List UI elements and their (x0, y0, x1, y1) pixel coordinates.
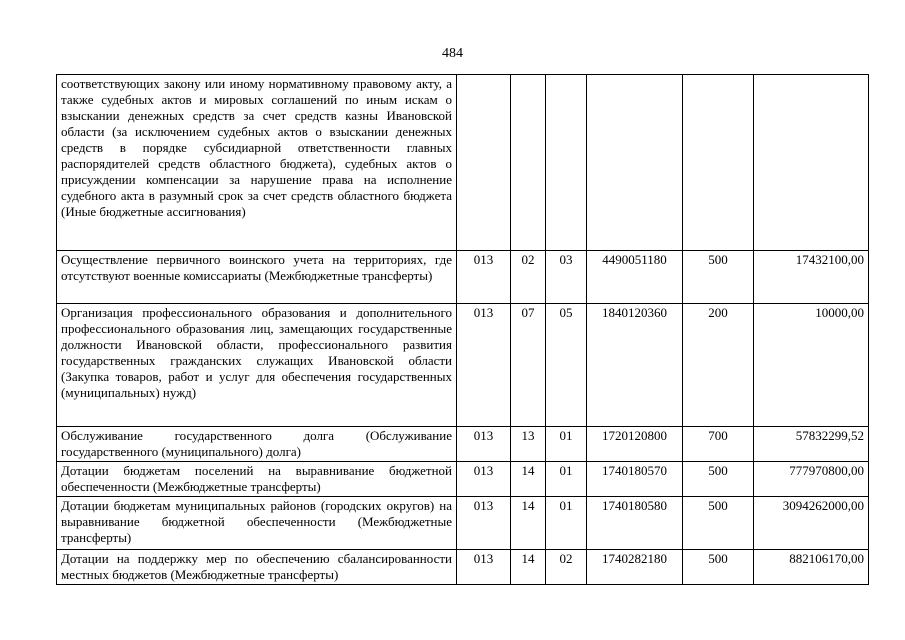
row-target-code: 1740282180 (587, 550, 683, 585)
row-ministry-code: 013 (457, 462, 511, 497)
table-row (57, 462, 869, 497)
row-description: Организация профессионального образования и дополнительного профессионального образования лиц, замещающих государственные должности Ивановской области, профессионального развития государственных гражданских служащих Ивановской области (Закупка товаров, работ и услуг для обеспечения государственных (муниципальных) нужд) (57, 304, 457, 427)
row-amount: 57832299,52 (754, 427, 869, 462)
row-section-code (511, 75, 546, 251)
row-amount: 3094262000,00 (754, 497, 869, 550)
row-description: Дотации бюджетам муниципальных районов (городских округов) на выравнивание бюджетной обеспеченности (Межбюджетные трансферты) (57, 497, 457, 550)
row-subsection-code (546, 75, 587, 251)
row-description: Дотации на поддержку мер по обеспечению сбалансированности местных бюджетов (Межбюджетные трансферты) (57, 550, 457, 585)
row-amount: 882106170,00 (754, 550, 869, 585)
row-target-code: 1720120800 (587, 427, 683, 462)
row-ministry-code: 013 (457, 251, 511, 304)
row-subsection-code: 02 (546, 550, 587, 585)
row-section-code: 14 (511, 550, 546, 585)
row-section-code: 13 (511, 427, 546, 462)
row-description: Осуществление первичного воинского учета на территориях, где отсутствуют военные комиссариаты (Межбюджетные трансферты) (57, 251, 457, 304)
row-target-code: 1740180570 (587, 462, 683, 497)
row-ministry-code (457, 75, 511, 251)
budget-table (56, 74, 869, 585)
table-row (57, 427, 869, 462)
row-subsection-code: 01 (546, 497, 587, 550)
row-ministry-code: 013 (457, 427, 511, 462)
row-section-code: 02 (511, 251, 546, 304)
row-description: Дотации бюджетам поселений на выравнивание бюджетной обеспеченности (Межбюджетные трансферты) (57, 462, 457, 497)
row-subsection-code: 01 (546, 462, 587, 497)
row-amount (754, 75, 869, 251)
row-description: Обслуживание государственного долга (Обслуживание государственного (муниципального) долга) (57, 427, 457, 462)
row-expense-type: 700 (683, 427, 754, 462)
table-row (57, 75, 869, 251)
row-description: соответствующих закону или иному нормативному правовому акту, а также судебных актов и мировых соглашений по иным искам о взыскании денежных средств за счет средств казны Ивановской области (за исключением судебных актов о взыскании денежных средств в порядке субсидиарной ответственности главных распорядителей средств областного бюджета), судебных актов о присуждении компенсации за нарушение права на исполнение судебного акта в разумный срок за счет средств областного бюджета (Иные бюджетные ассигнования) (57, 75, 457, 251)
row-section-code: 14 (511, 497, 546, 550)
row-expense-type (683, 75, 754, 251)
row-expense-type: 500 (683, 550, 754, 585)
row-amount: 10000,00 (754, 304, 869, 427)
row-expense-type: 500 (683, 462, 754, 497)
table-row (57, 251, 869, 304)
row-section-code: 14 (511, 462, 546, 497)
row-subsection-code: 03 (546, 251, 587, 304)
row-expense-type: 500 (683, 251, 754, 304)
row-target-code: 1840120360 (587, 304, 683, 427)
table-row (57, 550, 869, 585)
table-row (57, 497, 869, 550)
row-expense-type: 500 (683, 497, 754, 550)
row-target-code (587, 75, 683, 251)
row-amount: 17432100,00 (754, 251, 869, 304)
row-subsection-code: 01 (546, 427, 587, 462)
row-ministry-code: 013 (457, 304, 511, 427)
row-expense-type: 200 (683, 304, 754, 427)
row-ministry-code: 013 (457, 550, 511, 585)
row-target-code: 1740180580 (587, 497, 683, 550)
row-subsection-code: 05 (546, 304, 587, 427)
row-ministry-code: 013 (457, 497, 511, 550)
row-section-code: 07 (511, 304, 546, 427)
row-amount: 777970800,00 (754, 462, 869, 497)
table-row (57, 304, 869, 427)
row-target-code: 4490051180 (587, 251, 683, 304)
page-number: 484 (442, 46, 463, 61)
